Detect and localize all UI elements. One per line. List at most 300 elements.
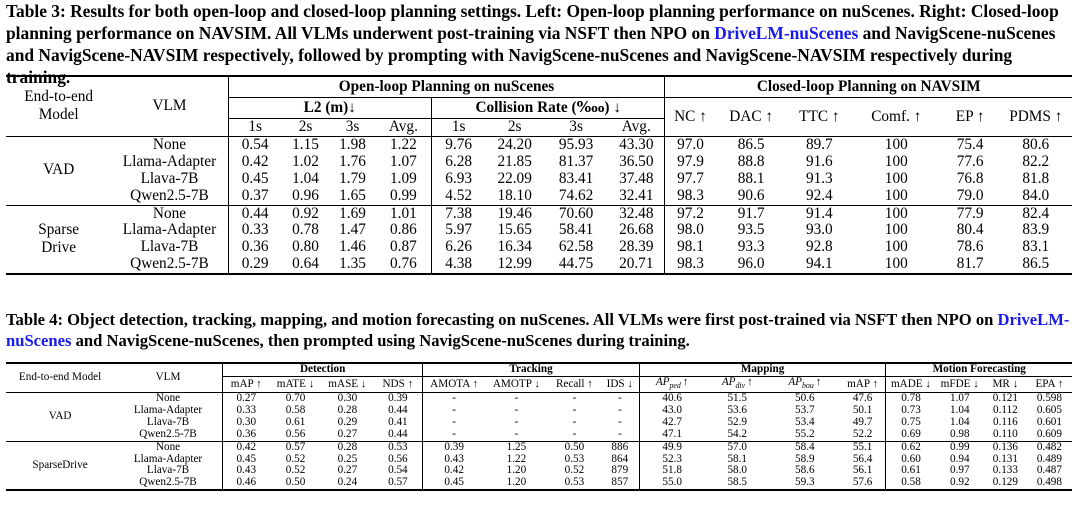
data-cell: 98.3	[665, 256, 716, 274]
data-cell: 0.50	[270, 477, 322, 490]
col-header-vlm: VLM	[111, 76, 228, 136]
data-cell: 55.2	[795, 427, 815, 440]
data-cell: 100	[852, 205, 941, 222]
row-header-vlm: Llava-7B	[146, 415, 190, 428]
data-cell: 54.2	[727, 427, 748, 440]
table-row	[6, 171, 1072, 188]
data-cell: 80.6	[1022, 135, 1050, 153]
data-cell: 19.46	[485, 205, 544, 222]
data-cell: 75.4	[956, 135, 984, 153]
row-header-vlm: Llama-Adapter	[122, 152, 217, 170]
data-cell: 0.42	[222, 441, 269, 453]
data-cell: 98.3	[665, 188, 716, 205]
data-cell: 58.1	[727, 452, 748, 465]
data-cell: 0.92	[282, 205, 330, 222]
row-header-vlm: Qwen2.5-7B	[130, 186, 209, 204]
data-cell: 0.498	[1027, 477, 1072, 490]
data-cell: 89.7	[805, 135, 833, 153]
drivelm-nuscenes-link[interactable]: DriveLM-nuScenes	[714, 23, 859, 43]
table4-caption-text: Table 4: Object detection, tracking, mapping, and motion forecasting on nuScenes. All VLMs were first post-trained via NSFT then NPO on	[6, 310, 998, 329]
data-cell: 0.29	[337, 415, 358, 428]
data-cell: 84.0	[1022, 186, 1050, 204]
data-cell: 0.42	[423, 465, 485, 477]
data-cell: 0.75	[886, 417, 936, 429]
data-cell: 0.33	[222, 405, 269, 417]
data-cell: 0.136	[984, 441, 1027, 453]
data-cell: 0.30	[337, 392, 358, 405]
data-cell: -	[572, 392, 577, 405]
data-cell: 100	[852, 256, 941, 274]
col-header-group-0: Detection	[222, 363, 423, 376]
data-cell: 55.1	[840, 441, 886, 453]
ap-subscript: ped	[669, 381, 681, 391]
col-header-sub-3: Avg.	[376, 119, 432, 137]
col-header-mf-3: EPA ↑	[1027, 376, 1072, 392]
data-cell: 1.07	[389, 152, 417, 170]
data-cell: 0.487	[1036, 464, 1062, 477]
data-cell: -	[423, 429, 485, 441]
data-cell: 82.4	[1000, 205, 1072, 222]
col-header-closed-loop: Closed-loop Planning on NAVSIM	[665, 76, 1072, 98]
data-cell: 49.9	[639, 441, 704, 453]
data-cell: 1.35	[329, 256, 375, 274]
data-cell: 0.64	[282, 256, 330, 274]
data-cell: 51.8	[639, 465, 704, 477]
row-header-vlm: None	[111, 205, 228, 222]
col-header-trk-2: Recall ↑	[548, 376, 601, 392]
data-cell: 0.62	[886, 441, 936, 453]
data-cell: 74.62	[558, 186, 594, 204]
col-header-det-3: NDS ↑	[373, 376, 423, 392]
data-cell: 1.79	[339, 169, 366, 187]
data-cell: -	[572, 415, 577, 428]
data-cell: 864	[611, 452, 629, 465]
data-cell: 93.5	[737, 221, 765, 239]
data-cell: 21.85	[497, 152, 532, 170]
table3-caption-text-end: and NavigScene-nuScenes and NavigScene-NAVSIM respectively, followed by prompting with NavigScene-nuScenes and NavigScene-NAVSIM respectively during training.	[6, 23, 1056, 87]
data-cell: 6.28	[432, 154, 486, 171]
data-cell: 1.65	[339, 186, 366, 204]
data-cell: 0.53	[548, 477, 601, 490]
row-header-vlm: Qwen2.5-7B	[114, 477, 222, 490]
data-cell: 0.27	[337, 427, 358, 440]
data-cell: 43.30	[619, 135, 654, 153]
data-cell: 0.44	[228, 205, 282, 222]
data-cell: 0.482	[1027, 441, 1072, 453]
data-cell: 79.0	[956, 186, 984, 204]
data-cell: 100	[884, 135, 908, 153]
data-cell: 96.0	[716, 256, 787, 274]
data-cell: 93.0	[805, 221, 833, 239]
data-cell: 0.42	[228, 154, 282, 171]
data-cell: 0.98	[949, 427, 970, 440]
data-cell: 57.6	[840, 477, 886, 490]
data-cell: -	[572, 403, 577, 416]
data-cell: 43.0	[639, 405, 704, 417]
data-cell: 1.25	[485, 441, 548, 453]
data-cell: 53.4	[795, 415, 815, 428]
data-cell: 0.45	[222, 454, 269, 466]
data-cell: 88.8	[737, 152, 765, 170]
data-cell: 0.76	[376, 256, 432, 274]
data-cell: 81.37	[558, 152, 594, 170]
data-cell: 98.1	[665, 239, 716, 256]
table4-caption	[6, 310, 1072, 351]
data-cell: 1.02	[292, 152, 319, 170]
data-cell: 1.22	[506, 452, 527, 465]
data-cell: 49.7	[852, 415, 873, 428]
data-cell: 28.39	[619, 238, 654, 256]
data-cell: 52.3	[639, 454, 704, 466]
data-cell: 0.58	[886, 477, 936, 490]
data-cell: 879	[611, 464, 629, 477]
col-header-det-1: mATE ↓	[270, 376, 322, 392]
table4-header-row	[6, 363, 1072, 376]
data-cell: -	[423, 393, 485, 405]
data-cell: 1.46	[339, 238, 366, 256]
model-label-line1: Sparse	[38, 221, 80, 239]
data-cell: 100	[884, 186, 908, 204]
col-header-sub-4: 1s	[432, 119, 486, 137]
table-row	[6, 188, 1072, 205]
col-header-sub-7: Avg.	[608, 119, 665, 137]
data-cell: 0.56	[285, 427, 306, 440]
data-cell: -	[423, 417, 485, 429]
data-cell: 0.24	[321, 477, 373, 490]
data-cell: 0.80	[292, 238, 319, 256]
col-header-mf-0: mADE ↓	[886, 376, 936, 392]
table-row	[6, 256, 1072, 274]
data-cell: 91.6	[805, 152, 833, 170]
data-cell: 0.27	[222, 393, 269, 405]
data-cell: 100	[884, 221, 908, 239]
data-cell: 0.110	[993, 427, 1018, 440]
data-cell: 92.8	[805, 238, 833, 256]
table-row	[6, 154, 1072, 171]
table-row	[6, 441, 1072, 453]
ap-subscript: bou	[802, 381, 814, 391]
row-header-vlm: Llava-7B	[146, 464, 190, 477]
data-cell: 0.78	[292, 221, 319, 239]
data-cell: 5.97	[432, 222, 486, 239]
data-cell: 0.97	[949, 464, 970, 477]
row-header-model: VAD	[43, 161, 75, 179]
data-cell: 0.96	[292, 186, 319, 204]
data-cell: 1.04	[292, 169, 319, 187]
row-header-model: SparseDrive	[6, 441, 114, 490]
data-cell: 0.99	[936, 441, 984, 453]
col-header-model: End-to-end Model	[6, 363, 114, 393]
col-header-closed-5: PDMS ↑	[1000, 98, 1072, 137]
data-cell: 1.01	[376, 205, 432, 222]
table-row	[6, 417, 1072, 429]
data-cell: 88.1	[737, 169, 765, 187]
model-label-line2: Drive	[41, 239, 77, 257]
col-header-sub-5: 2s	[485, 119, 544, 137]
data-cell: 0.29	[228, 256, 282, 274]
data-cell: 0.41	[388, 415, 408, 428]
data-cell: 0.601	[1036, 415, 1062, 428]
col-header-trk-0: AMOTA ↑	[423, 376, 485, 392]
col-header-group-1: Tracking	[423, 363, 639, 376]
data-cell: 0.87	[389, 238, 417, 256]
data-cell: -	[617, 392, 622, 405]
col-header-sub-6: 3s	[544, 119, 608, 137]
data-cell: 0.27	[337, 464, 358, 477]
row-header-vlm: Llama-Adapter	[133, 403, 203, 416]
data-cell: 47.1	[639, 429, 704, 441]
col-header-collision-rate: Collision Rate (‱) ↓	[432, 98, 665, 119]
data-cell: 0.70	[285, 392, 306, 405]
data-cell: 93.3	[737, 238, 765, 256]
data-cell: 58.41	[558, 221, 594, 239]
table3-caption-text: Table 3: Results for both open-loop and closed-loop planning settings. Left: Open-loop planning performance on nuScenes. Right: Closed-loop planning performance on NAVSIM. All VLMs underwent post-training via NSFT then NPO on	[6, 1, 1059, 43]
col-header-map-div	[705, 376, 770, 392]
data-cell: 0.61	[285, 415, 306, 428]
col-header-sub-1: 2s	[282, 119, 330, 137]
data-cell: 0.112	[993, 403, 1018, 416]
arrow-up-icon: ↑	[682, 375, 689, 388]
data-cell: 52.2	[852, 427, 873, 440]
data-cell: 97.2	[665, 205, 716, 222]
data-cell: 90.6	[737, 186, 765, 204]
data-cell: 47.6	[852, 392, 873, 405]
data-cell: 9.76	[432, 136, 486, 153]
data-cell: 0.46	[222, 477, 269, 490]
data-cell: 77.6	[956, 152, 984, 170]
data-cell: 32.48	[608, 205, 665, 222]
data-cell: 0.57	[270, 441, 322, 453]
row-header-vlm: Qwen2.5-7B	[139, 427, 197, 440]
data-cell: 70.60	[544, 205, 608, 222]
data-cell: 857	[601, 477, 639, 490]
data-cell: 0.36	[222, 429, 269, 441]
data-cell: 0.52	[285, 452, 306, 465]
data-cell: 36.50	[619, 152, 654, 170]
data-cell: 0.54	[388, 464, 408, 477]
data-cell: 42.7	[639, 417, 704, 429]
data-cell: 26.68	[619, 221, 654, 239]
data-cell: 0.39	[423, 441, 485, 453]
row-header-model: VAD	[48, 409, 72, 422]
data-cell: 94.1	[787, 256, 852, 274]
data-cell: 0.36	[228, 239, 282, 256]
row-header-vlm: None	[152, 135, 187, 153]
table-row	[6, 222, 1072, 239]
data-cell: 58.0	[727, 464, 748, 477]
col-header-map-ped	[639, 376, 704, 392]
ap-label: AP	[788, 375, 802, 388]
data-cell: 83.1	[1022, 238, 1050, 256]
col-header-det-0: mAP ↑	[222, 376, 269, 392]
data-cell: 6.26	[432, 239, 486, 256]
table3-header-row	[6, 76, 1072, 98]
data-cell: 40.6	[639, 393, 704, 405]
col-header-trk-1: AMOTP ↓	[485, 376, 548, 392]
col-header-map-bou	[770, 376, 840, 392]
data-cell: 81.7	[941, 256, 1000, 274]
data-cell: 1.22	[389, 135, 417, 153]
data-cell: 1.07	[949, 392, 970, 405]
data-cell: 0.43	[222, 465, 269, 477]
col-header-l2: L2 (m)↓	[228, 98, 431, 119]
table-row	[6, 205, 1072, 222]
data-cell: 100	[884, 152, 908, 170]
data-cell: 0.58	[285, 403, 306, 416]
data-cell: 0.116	[993, 415, 1018, 428]
row-header-vlm: Llama-Adapter	[133, 452, 203, 465]
data-cell: 6.93	[432, 171, 486, 188]
data-cell: 15.65	[497, 221, 532, 239]
col-header-open-loop: Open-loop Planning on nuScenes	[228, 76, 665, 98]
data-cell: 0.33	[228, 222, 282, 239]
data-cell: 0.605	[1036, 403, 1062, 416]
data-cell: 4.52	[432, 188, 486, 205]
data-cell: -	[514, 427, 519, 440]
data-cell: 1.98	[339, 135, 366, 153]
data-cell: 18.10	[497, 186, 532, 204]
data-cell: 76.8	[956, 169, 984, 187]
data-cell: 0.61	[886, 465, 936, 477]
data-cell: 0.37	[228, 188, 282, 205]
data-cell: 58.9	[795, 452, 815, 465]
data-cell: 81.8	[1022, 169, 1050, 187]
col-header-mf-2: MR ↓	[984, 376, 1027, 392]
data-cell: 1.04	[949, 415, 970, 428]
data-cell: 0.92	[936, 477, 984, 490]
data-cell: 16.34	[497, 238, 532, 256]
col-header-group-3: Motion Forecasting	[886, 363, 1072, 376]
col-header-closed-2: TTC ↑	[787, 98, 852, 137]
data-cell: 1.09	[389, 169, 417, 187]
arrow-up-icon: ↑	[747, 375, 753, 388]
table-row	[6, 477, 1072, 490]
data-cell: 0.86	[389, 221, 417, 239]
data-cell: 0.28	[321, 441, 373, 453]
data-cell: 7.38	[432, 205, 486, 222]
data-cell: 0.43	[423, 454, 485, 466]
col-header-model: End-to-end Model	[6, 76, 111, 136]
data-cell: -	[514, 415, 519, 428]
data-cell: 0.45	[228, 171, 282, 188]
data-cell: -	[423, 405, 485, 417]
data-cell: 1.20	[485, 477, 548, 490]
data-cell: 0.598	[1036, 392, 1062, 405]
data-cell: 1.15	[292, 135, 319, 153]
row-header-vlm: Llava-7B	[140, 238, 199, 256]
data-cell: 91.4	[787, 205, 852, 222]
table-row	[6, 239, 1072, 256]
data-cell: 0.30	[222, 417, 269, 429]
data-cell: 50.6	[795, 392, 815, 405]
data-cell: 0.78	[886, 393, 936, 405]
data-cell: 58.5	[705, 477, 770, 490]
ap-label: AP	[655, 375, 670, 388]
data-cell: 0.73	[886, 405, 936, 417]
col-header-mf-1: mFDE ↓	[936, 376, 984, 392]
data-cell: 0.121	[992, 392, 1018, 405]
data-cell: 0.489	[1036, 452, 1062, 465]
col-header-closed-1: DAC ↑	[716, 98, 787, 137]
data-cell: 0.53	[373, 441, 423, 453]
data-cell: 0.28	[337, 403, 358, 416]
data-cell: 0.60	[886, 454, 936, 466]
data-cell: 97.9	[665, 154, 716, 171]
data-cell: 886	[601, 441, 639, 453]
col-header-sub-2: 3s	[329, 119, 375, 137]
data-cell: 82.2	[1022, 152, 1050, 170]
data-cell: 57.0	[705, 441, 770, 453]
data-cell: -	[514, 403, 519, 416]
data-cell: 0.45	[423, 477, 485, 490]
col-header-closed-3: Comf. ↑	[852, 98, 941, 137]
ap-label: AP	[721, 375, 736, 388]
data-cell: 80.4	[956, 221, 984, 239]
data-cell: 97.7	[665, 171, 716, 188]
data-cell: 50.1	[852, 403, 873, 416]
row-header-vlm: Qwen2.5-7B	[111, 256, 228, 274]
data-cell: 95.93	[558, 135, 594, 153]
col-header-closed-4: EP ↑	[941, 98, 1000, 137]
row-header-model	[6, 205, 111, 274]
data-cell: 78.6	[956, 238, 984, 256]
data-cell: 56.4	[852, 452, 873, 465]
data-cell: 0.44	[388, 427, 408, 440]
ap-subscript: div	[735, 381, 746, 391]
col-header-map-map: mAP ↑	[840, 376, 886, 392]
data-cell: 56.1	[852, 464, 873, 477]
data-cell: 0.57	[373, 477, 423, 490]
col-header-group-2: Mapping	[639, 363, 886, 376]
data-cell: 0.99	[389, 186, 417, 204]
data-cell: 0.52	[564, 464, 585, 477]
data-cell: 44.75	[544, 256, 608, 274]
drivelm-nuscenes-link-2[interactable]: DriveLM-nuScenes	[6, 310, 1070, 350]
data-cell: 0.39	[388, 392, 408, 405]
table-row	[6, 429, 1072, 441]
data-cell: 77.9	[941, 205, 1000, 222]
arrow-up-icon: ↑	[815, 375, 822, 388]
data-cell: 0.94	[949, 452, 970, 465]
table3	[6, 75, 1072, 275]
data-cell: 24.20	[497, 135, 532, 153]
data-cell: 0.25	[337, 452, 358, 465]
data-cell: -	[572, 427, 577, 440]
data-cell: 0.133	[992, 464, 1018, 477]
data-cell: 91.7	[716, 205, 787, 222]
row-header-vlm: None	[114, 441, 222, 453]
col-header-vlm: VLM	[114, 363, 222, 393]
data-cell: 37.48	[619, 169, 654, 187]
data-cell: 53.6	[727, 403, 748, 416]
data-cell: 0.56	[388, 452, 408, 465]
data-cell: 58.6	[795, 464, 815, 477]
data-cell: 86.5	[737, 135, 765, 153]
data-cell: 0.69	[886, 429, 936, 441]
table4	[6, 362, 1072, 491]
col-header-det-2: mASE ↓	[321, 376, 373, 392]
data-cell: -	[617, 403, 622, 416]
data-cell: 0.54	[228, 136, 282, 153]
table4-caption-text-end: and NavigScene-nuScenes, then prompted using NavigScene-nuScenes during training.	[71, 330, 690, 350]
data-cell: -	[514, 392, 519, 405]
data-cell: 53.7	[795, 403, 815, 416]
data-cell: 0.609	[1036, 427, 1062, 440]
data-cell: 92.4	[805, 186, 833, 204]
data-cell: 0.44	[388, 403, 408, 416]
data-cell: -	[617, 415, 622, 428]
data-cell: 1.69	[329, 205, 375, 222]
